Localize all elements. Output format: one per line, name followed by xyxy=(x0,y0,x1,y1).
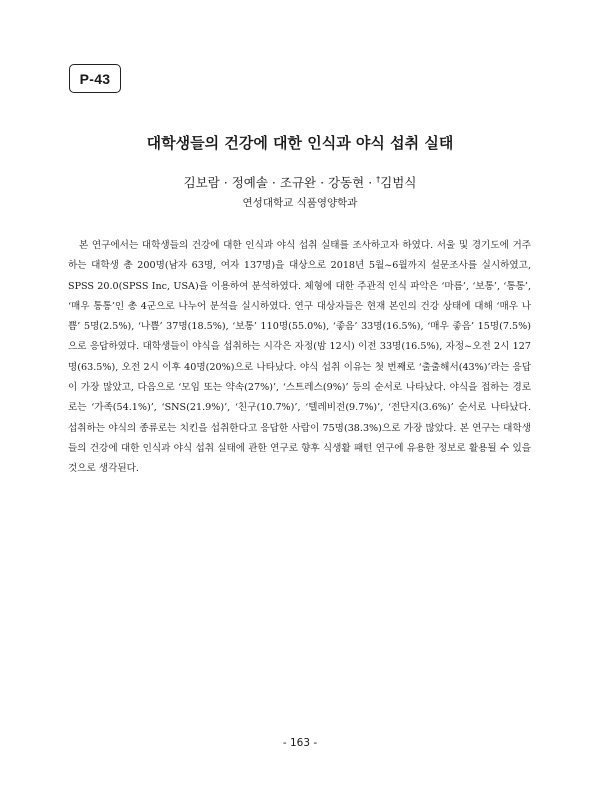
corresponding-author-mark: † xyxy=(376,175,381,184)
abstract-body: 본 연구에서는 대학생들의 건강에 대한 인식과 야식 섭취 실태를 조사하고자 하였다. 서울 및 경기도에 거주하는 대학생 총 200명(남자 63명, 여자 137명)을 대상으로 2018년 5월~6월까지 설문조사를 실시하였고, SPSS 20.0(SPSS Inc, USA)을 이용하여 분석하였다. 체형에 대한 주관적 인식 파악은 ‘마름’, ‘보통’, ‘통통’, ‘매우 통통’인 총 4군으로 나누어 분석을 실시하였다. 연구 대상자들은 현재 본인의 건강 상태에 대해 ‘매우 나쁨’ 5명(2.5%), ‘나쁨’ 37명(18.5%), ‘보통’ 110명(55.0%), ‘좋음’ 33명(16.5%), ‘매우 좋음’ 15명(7.5%)으로 응답하였다. 대학생들이 야식을 섭취하는 시각은 자정(밤 12시) 이전 33명(16.5%), 자정~오전 2시 127명(63.5%), 오전 2시 이후 40명(20%)으로 나타났다. 야식 섭취 이유는 첫 번째로 ‘출출해서(43%)’라는 응답이 가장 많았고, 다음으로 ‘모임 또는 약속(27%)’, ‘스트레스(9%)’ 등의 순서로 나타났다. 야식을 접하는 경로로는 ‘가족(54.1%)’, ‘SNS(21.9%)’, ‘친구(10.7%)’, ‘텔레비전(9.7%)’, ‘전단지(3.6%)’ 순서로 나타났다. 섭취하는 야식의 종류로는 치킨을 섭취한다고 응답한 사람이 75명(38.3%)으로 가장 많았다. 본 연구는 대학생들의 건강에 대한 인식과 야식 섭취 실태에 관한 연구로 향후 식생활 패턴 연구에 유용한 정보로 활용될 수 있을 것으로 생각된다. xyxy=(68,240,531,475)
page-number: - 163 - xyxy=(282,737,318,749)
affiliation: 연성대학교 식품영양학과 xyxy=(242,197,358,209)
author-names: 김보람 · 정예솔 · 조규완 · 강동현 · xyxy=(183,175,377,190)
poster-id-badge: P-43 xyxy=(69,64,121,93)
corresponding-author-name: 김범식 xyxy=(380,175,417,190)
author-list xyxy=(0,173,600,191)
paper-title: 대학생들의 건강에 대한 인식과 야식 섭취 실태 xyxy=(146,134,454,152)
